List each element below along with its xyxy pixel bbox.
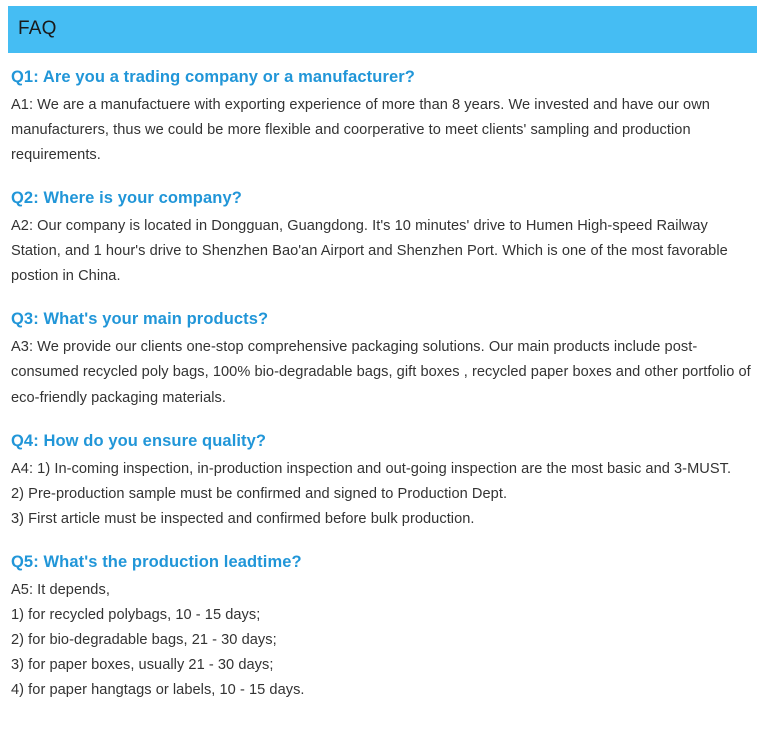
faq-answer bbox=[11, 457, 753, 532]
faq-question: Q3: What's your main products? bbox=[11, 310, 269, 329]
faq-answer-line: A1: We are a manufactuere with exporting experience of more than 8 years. We invested and have our own manufacturers, thus we could be more flexible and coorperative to meet clients' sampling and production requirements. bbox=[11, 96, 710, 164]
faq-question: Q4: How do you ensure quality? bbox=[11, 431, 267, 450]
faq-header-bar bbox=[8, 6, 757, 53]
faq-header-title: FAQ bbox=[18, 18, 57, 39]
faq-answer-line: 3) First article must be inspected and confirmed before bulk production. bbox=[11, 510, 475, 527]
faq-list bbox=[11, 66, 753, 722]
faq-item bbox=[11, 551, 753, 703]
faq-answer-line: A4: 1) In-coming inspection, in-production inspection and out-going inspection are the most basic and 3-MUST. bbox=[11, 460, 732, 477]
faq-item bbox=[11, 187, 753, 289]
faq-answer-line: 4) for paper hangtags or labels, 10 - 15 days. bbox=[11, 682, 305, 699]
faq-item bbox=[11, 66, 753, 168]
faq-answer-line: 2) Pre-production sample must be confirmed and signed to Production Dept. bbox=[11, 485, 508, 502]
faq-answer-line: 3) for paper boxes, usually 21 - 30 days; bbox=[11, 657, 274, 674]
faq-item bbox=[11, 308, 753, 410]
faq-answer-line: 1) for recycled polybags, 10 - 15 days; bbox=[11, 606, 261, 623]
faq-item bbox=[11, 430, 753, 532]
faq-answer bbox=[11, 93, 753, 168]
faq-question: Q1: Are you a trading company or a manufacturer? bbox=[11, 68, 415, 86]
faq-answer-line: A5: It depends, bbox=[11, 581, 110, 598]
faq-answer bbox=[11, 214, 753, 289]
faq-answer bbox=[11, 335, 753, 410]
faq-answer-line: A3: We provide our clients one-stop comprehensive packaging solutions. Our main products include post-consumed recycled poly bags, 100% bio-degradable bags, gift boxes , recycled paper boxes and other portfolio of eco-friendly packaging materials. bbox=[11, 339, 751, 406]
faq-question: Q5: What's the production leadtime? bbox=[11, 552, 302, 571]
faq-answer-line: 2) for bio-degradable bags, 21 - 30 days; bbox=[11, 631, 277, 648]
faq-answer-line: A2: Our company is located in Dongguan, Guangdong. It's 10 minutes' drive to Humen High-speed Railway Station, and 1 hour's drive to Shenzhen Bao'an Airport and Shenzhen Port. Which is one of the most favorable postion in China. bbox=[11, 218, 728, 285]
faq-answer bbox=[11, 578, 753, 703]
faq-question: Q2: Where is your company? bbox=[11, 189, 242, 208]
